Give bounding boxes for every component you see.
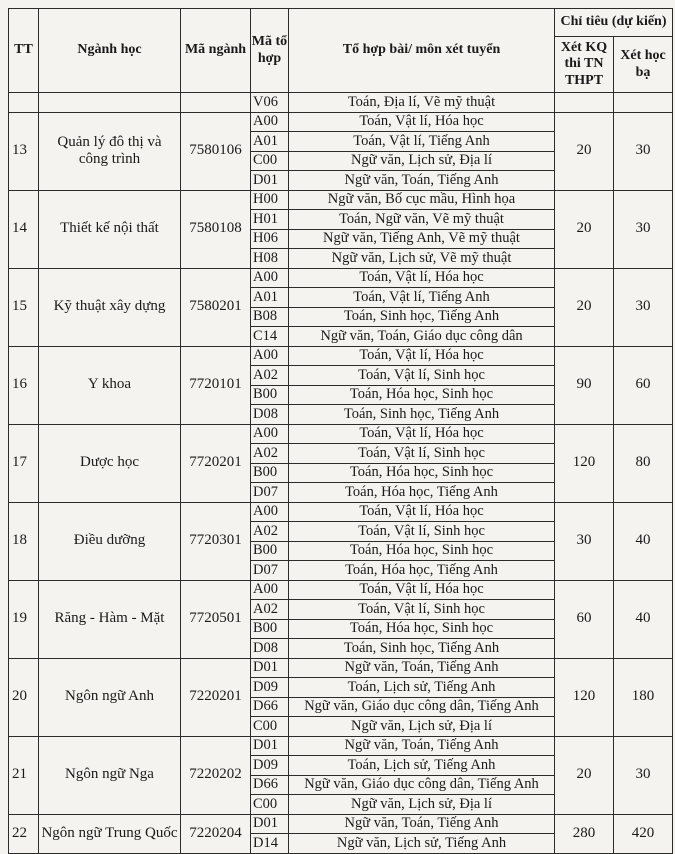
major-code: 7720101 (181, 346, 251, 424)
table-row (9, 112, 673, 132)
major-name: Ngôn ngữ Trung Quốc (39, 814, 181, 853)
combo-subjects: Ngữ văn, Lịch sử, Tiếng Anh (289, 834, 555, 854)
major-code: 7720301 (181, 502, 251, 580)
row-number: 17 (9, 424, 39, 502)
table-row (9, 190, 673, 210)
quota-exam: 20 (555, 190, 614, 268)
header-quota-exam: Xét KQ thi TN THPT (555, 37, 614, 93)
major-name: Y khoa (39, 346, 181, 424)
combo-subjects: Ngữ văn, Giáo dục công dân, Tiếng Anh (289, 775, 555, 795)
combo-subjects: Toán, Sinh học, Tiếng Anh (289, 307, 555, 327)
combo-code: A01 (251, 288, 289, 308)
quota-transcript: 30 (614, 268, 673, 346)
combo-subjects: Toán, Địa lí, Vẽ mỹ thuật (289, 93, 555, 113)
header-major: Ngành học (39, 9, 181, 93)
combo-code: D66 (251, 697, 289, 717)
combo-subjects: Toán, Vật lí, Hóa học (289, 346, 555, 366)
major-name: Điều dưỡng (39, 502, 181, 580)
combo-subjects: Toán, Hóa học, Sinh học (289, 541, 555, 561)
major-code: 7220202 (181, 736, 251, 814)
combo-code: A02 (251, 522, 289, 542)
combo-subjects: Toán, Vật lí, Sinh học (289, 522, 555, 542)
combo-subjects: Ngữ văn, Toán, Tiếng Anh (289, 814, 555, 834)
combo-code: D01 (251, 736, 289, 756)
combo-subjects: Ngữ văn, Bố cục mầu, Hình họa (289, 190, 555, 210)
combo-code: A00 (251, 268, 289, 288)
combo-code: A00 (251, 502, 289, 522)
combo-code: H00 (251, 190, 289, 210)
combo-code: H08 (251, 249, 289, 269)
quota-exam: 20 (555, 268, 614, 346)
table-row (9, 814, 673, 834)
quota-transcript: 40 (614, 580, 673, 658)
combo-subjects: Toán, Vật lí, Hóa học (289, 502, 555, 522)
header-tt: TT (9, 9, 39, 93)
row-number: 22 (9, 814, 39, 853)
table-row (9, 502, 673, 522)
combo-code: A00 (251, 424, 289, 444)
combo-subjects: Toán, Hóa học, Sinh học (289, 463, 555, 483)
major-code: 7720201 (181, 424, 251, 502)
combo-subjects: Ngữ văn, Toán, Tiếng Anh (289, 658, 555, 678)
row-number: 18 (9, 502, 39, 580)
combo-code: B00 (251, 463, 289, 483)
major-code: 7580106 (181, 112, 251, 190)
table-row (9, 424, 673, 444)
major-code: 7720501 (181, 580, 251, 658)
combo-code: D09 (251, 756, 289, 776)
combo-subjects: Toán, Hóa học, Tiếng Anh (289, 561, 555, 581)
combo-code: C00 (251, 151, 289, 171)
combo-code: H06 (251, 229, 289, 249)
quota-exam: 30 (555, 502, 614, 580)
major-name: Ngôn ngữ Nga (39, 736, 181, 814)
combo-subjects: Toán, Hóa học, Sinh học (289, 385, 555, 405)
header-subjects: Tổ hợp bài/ môn xét tuyển (289, 9, 555, 93)
quota-transcript: 60 (614, 346, 673, 424)
quota-exam: 20 (555, 736, 614, 814)
quota-transcript: 30 (614, 190, 673, 268)
quota-transcript: 30 (614, 736, 673, 814)
combo-subjects: Toán, Sinh học, Tiếng Anh (289, 639, 555, 659)
combo-code: A01 (251, 132, 289, 152)
combo-subjects: Toán, Vật lí, Tiếng Anh (289, 132, 555, 152)
quota-exam: 120 (555, 658, 614, 736)
major-name: Ngôn ngữ Anh (39, 658, 181, 736)
major-name: Răng - Hàm - Mặt (39, 580, 181, 658)
header-combo-code: Mã tổ hợp (251, 9, 289, 93)
quota-exam: 120 (555, 424, 614, 502)
row-number: 16 (9, 346, 39, 424)
row-number: 21 (9, 736, 39, 814)
combo-subjects: Toán, Hóa học, Tiếng Anh (289, 483, 555, 503)
quota-transcript: 40 (614, 502, 673, 580)
combo-subjects: Toán, Sinh học, Tiếng Anh (289, 405, 555, 425)
combo-code: V06 (251, 93, 289, 113)
combo-subjects: Toán, Hóa học, Sinh học (289, 619, 555, 639)
row-number: 15 (9, 268, 39, 346)
table-row (9, 346, 673, 366)
quota-transcript: 30 (614, 112, 673, 190)
combo-subjects: Ngữ văn, Tiếng Anh, Vẽ mỹ thuật (289, 229, 555, 249)
combo-code: C14 (251, 327, 289, 347)
combo-code: C00 (251, 795, 289, 815)
combo-code: A02 (251, 600, 289, 620)
combo-code: D08 (251, 639, 289, 659)
combo-code: A02 (251, 444, 289, 464)
combo-code: D14 (251, 834, 289, 854)
quota-exam: 20 (555, 112, 614, 190)
combo-code: D01 (251, 814, 289, 834)
combo-subjects: Toán, Vật lí, Hóa học (289, 112, 555, 132)
quota-transcript: 180 (614, 658, 673, 736)
header-quota: Chỉ tiêu (dự kiến) (555, 9, 673, 37)
combo-subjects: Toán, Vật lí, Tiếng Anh (289, 288, 555, 308)
major-name: Quản lý đô thị và công trình (39, 112, 181, 190)
combo-code: A02 (251, 366, 289, 386)
table-row (9, 736, 673, 756)
combo-code: D08 (251, 405, 289, 425)
combo-subjects: Toán, Vật lí, Sinh học (289, 366, 555, 386)
quota-exam: 90 (555, 346, 614, 424)
combo-subjects: Ngữ văn, Lịch sử, Địa lí (289, 795, 555, 815)
combo-subjects: Toán, Vật lí, Hóa học (289, 580, 555, 600)
combo-subjects: Ngữ văn, Toán, Giáo dục công dân (289, 327, 555, 347)
combo-code: D66 (251, 775, 289, 795)
combo-subjects: Ngữ văn, Toán, Tiếng Anh (289, 171, 555, 191)
combo-subjects: Toán, Vật lí, Sinh học (289, 444, 555, 464)
combo-subjects: Toán, Ngữ văn, Vẽ mỹ thuật (289, 210, 555, 230)
combo-subjects: Ngữ văn, Giáo dục công dân, Tiếng Anh (289, 697, 555, 717)
combo-subjects: Toán, Vật lí, Hóa học (289, 424, 555, 444)
combo-code: H01 (251, 210, 289, 230)
combo-code: D01 (251, 658, 289, 678)
table-row (9, 658, 673, 678)
carryover-row (9, 93, 673, 113)
quota-transcript: 80 (614, 424, 673, 502)
row-number: 14 (9, 190, 39, 268)
row-number: 20 (9, 658, 39, 736)
table-row (9, 268, 673, 288)
combo-code: B00 (251, 619, 289, 639)
quota-exam: 280 (555, 814, 614, 853)
combo-code: B00 (251, 541, 289, 561)
combo-subjects: Ngữ văn, Lịch sử, Địa lí (289, 151, 555, 171)
row-number: 19 (9, 580, 39, 658)
combo-code: A00 (251, 346, 289, 366)
admission-quota-table (8, 8, 673, 854)
quota-exam: 60 (555, 580, 614, 658)
table-row (9, 580, 673, 600)
combo-code: D07 (251, 483, 289, 503)
combo-subjects: Toán, Lịch sử, Tiếng Anh (289, 678, 555, 698)
combo-subjects: Toán, Vật lí, Hóa học (289, 268, 555, 288)
major-code: 7580108 (181, 190, 251, 268)
major-code: 7220201 (181, 658, 251, 736)
combo-code: B00 (251, 385, 289, 405)
row-number: 13 (9, 112, 39, 190)
combo-code: D09 (251, 678, 289, 698)
combo-subjects: Toán, Vật lí, Sinh học (289, 600, 555, 620)
combo-code: A00 (251, 112, 289, 132)
major-name: Dược học (39, 424, 181, 502)
combo-subjects: Toán, Lịch sử, Tiếng Anh (289, 756, 555, 776)
combo-subjects: Ngữ văn, Toán, Tiếng Anh (289, 736, 555, 756)
major-code: 7580201 (181, 268, 251, 346)
combo-subjects: Ngữ văn, Lịch sử, Vẽ mỹ thuật (289, 249, 555, 269)
major-name: Kỹ thuật xây dựng (39, 268, 181, 346)
table-body (9, 93, 673, 854)
header-quota-transcript: Xét học bạ (614, 37, 673, 93)
major-name: Thiết kế nội thất (39, 190, 181, 268)
combo-code: B08 (251, 307, 289, 327)
quota-transcript: 420 (614, 814, 673, 853)
combo-code: A00 (251, 580, 289, 600)
header-major-code: Mã ngành (181, 9, 251, 93)
combo-subjects: Ngữ văn, Lịch sử, Địa lí (289, 717, 555, 737)
major-code: 7220204 (181, 814, 251, 853)
combo-code: C00 (251, 717, 289, 737)
combo-code: D01 (251, 171, 289, 191)
combo-code: D07 (251, 561, 289, 581)
